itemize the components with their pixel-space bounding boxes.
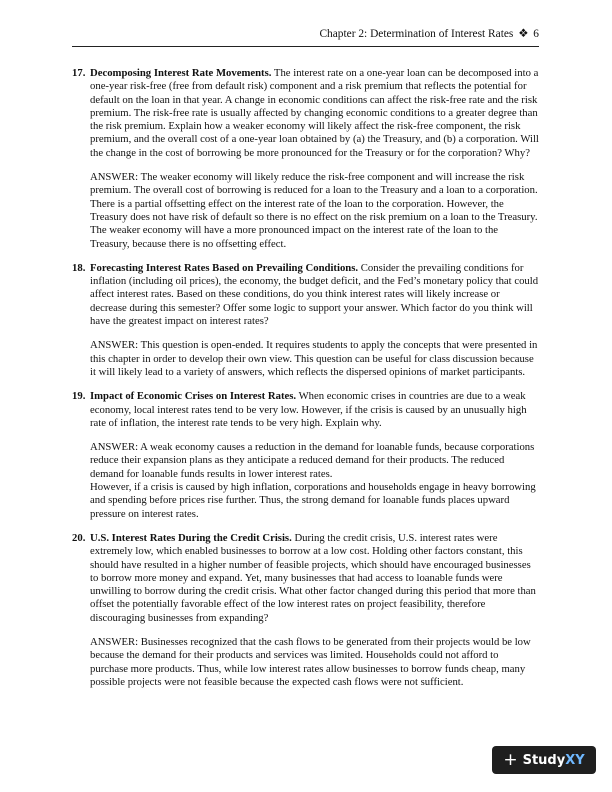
question-prompt: During the credit crisis, U.S. interest rates were extremely low, which enabled businesses to borrow at a low cost. Holding other factors constant, this should have resulted in a higher number of feasible projects, which should have encouraged businesses to borrow more money and expand. Yet, many businesses that had access to loanable funds were unwilling to borrow during the credit crisis. What other factor changed during this period that more than offset the potentially favorable effect of the low interest rates on project feasibility, therefore discouraging businesses from expanding? (90, 531, 536, 624)
answer-block (90, 339, 539, 379)
question-title: Forecasting Interest Rates Based on Prevailing Conditions. (90, 261, 359, 274)
plus-icon: + (503, 750, 518, 770)
answer-paragraph: ANSWER: Businesses recognized that the cash flows to be generated from their projects would be low because the demand for their products and services was limited. Households could not afford to purchase more products. Thus, while low interest rates allow businesses to borrow funds cheap, many possible projects were not feasible because the expected cash flows were not sufficient. (90, 635, 531, 688)
page-header (72, 27, 539, 47)
answer-block (90, 171, 539, 251)
answer-block (90, 441, 539, 521)
question-prompt: When economic crises in countries are due to a weak economy, local interest rates tend to be very low. However, if the crisis is caused by an unusually high rate of inflation, the interest rate tends to be very high. Explain why. (90, 390, 527, 429)
logo-word-study: Study (522, 752, 566, 768)
answer-paragraph: ANSWER: A weak economy causes a reduction in the demand for loanable funds, because corporations reduce their expansion plans as they anticipate a reduced demand for their products. The reduced demand for loanable funds results in lower interest rates. (90, 441, 535, 480)
question-text (90, 262, 539, 328)
question-number: 18. (72, 261, 86, 274)
question-title: Decomposing Interest Rate Movements. (90, 67, 272, 79)
question-text (90, 532, 539, 625)
question-title: U.S. Interest Rates During the Credit Crisis. (90, 531, 292, 544)
studyxy-logo (492, 746, 596, 774)
answer-block (90, 636, 539, 689)
question-list (72, 67, 539, 700)
question-title: Impact of Economic Crises on Interest Rates. (90, 390, 297, 403)
question-body (90, 390, 539, 521)
separator-glyph: ❖ (518, 28, 529, 40)
page-number: 6 (533, 28, 539, 40)
question-18 (72, 262, 539, 379)
logo-word-xy: XY (565, 752, 585, 768)
question-text (90, 67, 539, 160)
chapter-title: Chapter 2: Determination of Interest Rates (319, 28, 514, 40)
question-19 (72, 390, 539, 521)
question-number: 19. (72, 390, 86, 403)
question-prompt: Consider the prevailing conditions for inflation (including oil prices), the economy, the budget deficit, and the Fed’s monetary policy that could affect interest rates. Based on these conditions, do you think interest rates will likely increase or decrease during this semester? Offer some logic to support your answer. Which factor do you think will have the greatest impact on interest rates? (90, 261, 539, 328)
question-body (90, 532, 539, 689)
question-17 (72, 67, 539, 251)
question-20 (72, 532, 539, 689)
question-number: 17. (72, 67, 86, 79)
answer-paragraph: ANSWER: This question is open-ended. It requires students to apply the concepts that were presented in this chapter in order to develop their own view. This question can be useful for class discussion because it will likely lead to a variety of answers, which reflects the dispersed opinions of market participants. (90, 339, 538, 378)
question-prompt: The interest rate on a one-year loan can be decomposed into a one-year risk-free (free from default risk) component and a risk premium that reflects the potential for default on the loan in that year. A change in economic conditions can affect the risk-free rate and the risk premium. The risk-free rate is usually affected by changing economic conditions to a greater degree than the risk premium. Explain how a weaker economy will likely affect the risk-free component, the risk premium, and the overall cost of a one-year loan obtained by (a) the Treasury, and (b) a corporation. Will the change in the cost of borrowing be more pronounced for the Treasury or for the corporation? Why? (90, 67, 539, 159)
question-body (90, 262, 539, 379)
question-text (90, 390, 539, 430)
question-body (90, 67, 539, 251)
question-number: 20. (72, 531, 86, 544)
answer-paragraph: ANSWER: The weaker economy will likely reduce the risk-free component and will increase the risk premium. The overall cost of borrowing is reduced for a loan to the Treasury and a loan to a corporation. There is a partial offsetting effect on the interest rate of the loan to the corporation. However, the Treasury does not have risk of default so there is no effect on the risk premium on a loan to the Treasury. The weaker economy will have a more pronounced impact on the interest rate of the loan to the Treasury, because there is no offsetting effect. (90, 171, 538, 250)
answer-paragraph: However, if a crisis is caused by high inflation, corporations and households engage in heavy borrowing and spending before prices rise further. Thus, the strong demand for loanable funds places upward pressure on interest rates. (90, 481, 536, 520)
